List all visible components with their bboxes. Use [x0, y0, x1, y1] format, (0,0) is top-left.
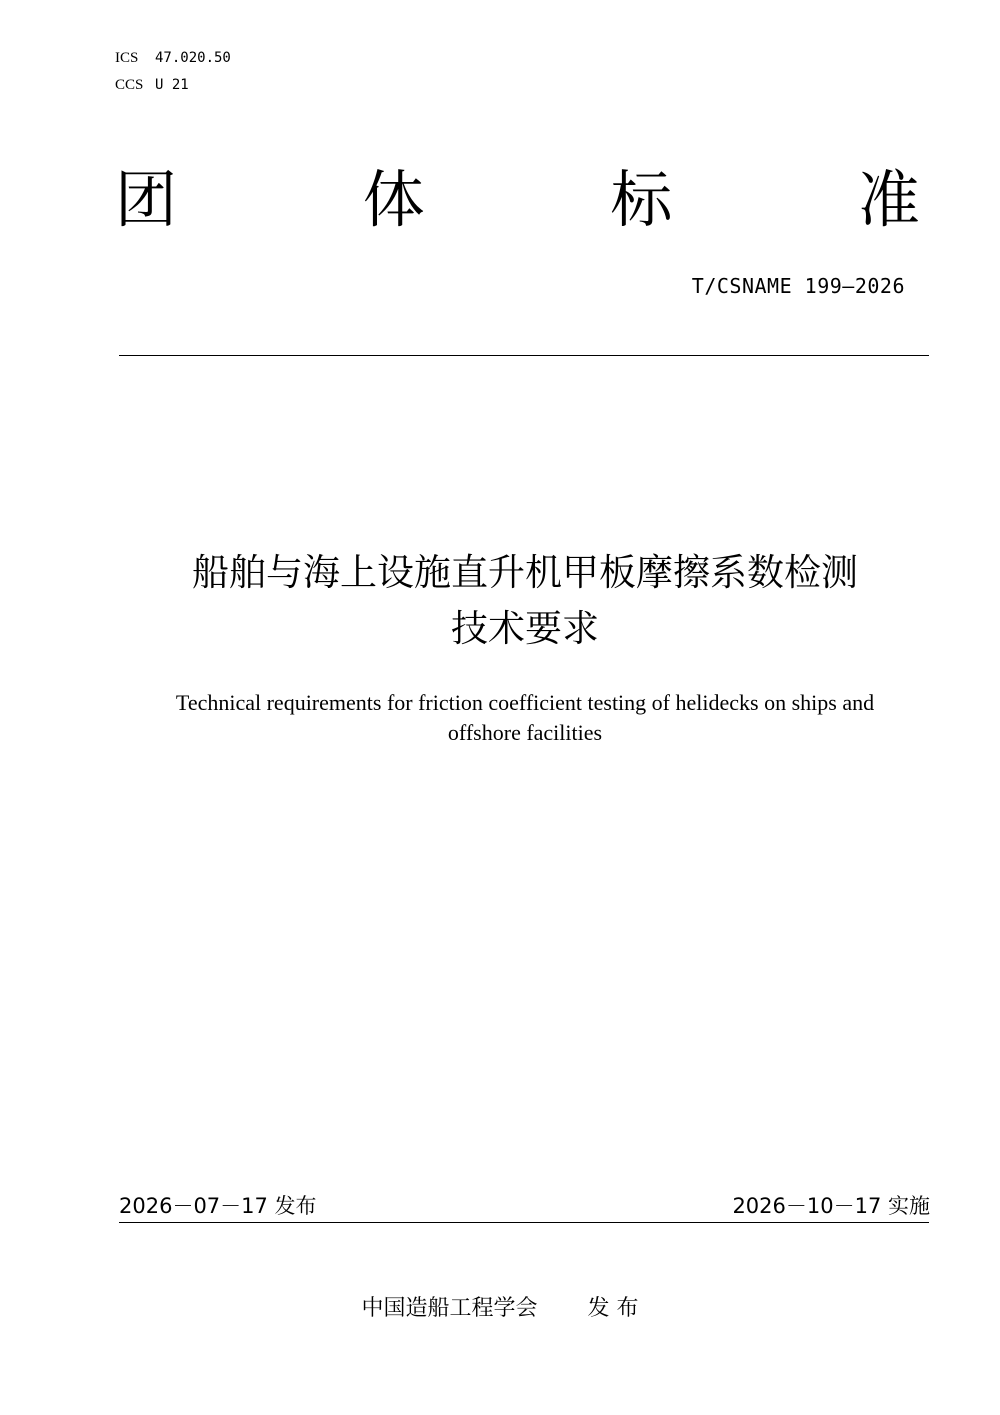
footer-divider — [119, 1222, 929, 1223]
standard-type-char: 准 — [857, 163, 920, 236]
ccs-code: U 21 — [155, 77, 189, 93]
chinese-title — [100, 545, 950, 657]
ics-code: 47.020.50 — [155, 50, 231, 66]
standard-type-char: 体 — [362, 163, 425, 236]
standard-type-heading — [115, 160, 920, 240]
header-divider — [119, 355, 929, 356]
standard-type-char: 标 — [610, 163, 673, 236]
chinese-title-line-2: 技术要求 — [451, 607, 599, 650]
ccs-label: CCS — [115, 77, 144, 93]
publisher-action: 发 布 — [587, 1296, 639, 1321]
ics-classification — [115, 49, 231, 67]
publish-date: 2026－07－17 发布 — [119, 1194, 317, 1218]
english-title-line-2: offshore facilities — [447, 720, 603, 745]
publisher-line — [0, 1291, 1000, 1322]
ics-label: ICS — [115, 50, 139, 66]
english-title — [120, 688, 930, 748]
ccs-classification — [115, 76, 189, 94]
english-title-line-1: Technical requirements for friction coefficient testing of helidecks on ships and — [175, 690, 875, 715]
implementation-date: 2026－10－17 实施 — [732, 1194, 930, 1218]
standard-type-char: 团 — [115, 163, 178, 236]
publisher-name: 中国造船工程学会 — [361, 1296, 538, 1321]
chinese-title-line-1: 船舶与海上设施直升机甲板摩擦系数检测 — [192, 551, 858, 594]
standard-number: T/CSNAME 199—2026 — [691, 274, 905, 298]
